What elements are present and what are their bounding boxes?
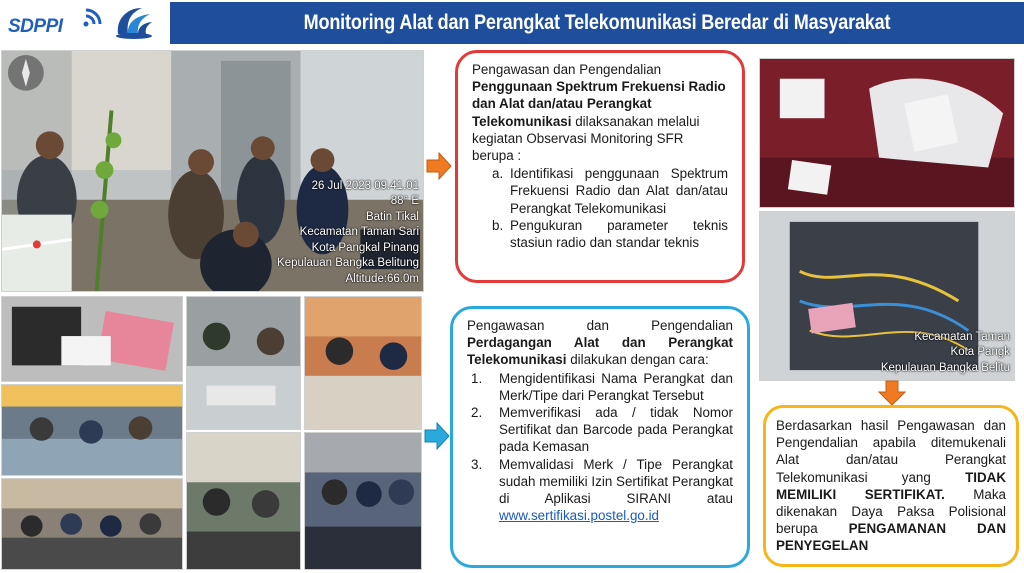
list-item: 1. Mengidentifikasi Nama Perangkat dan Merk/Tipe dari Perangkat Tersebut [471,370,733,403]
photo-shop-inspection-1 [1,384,183,476]
photo-store-staff [304,296,422,430]
certification-website-link[interactable]: www.sertifikasi.postel.go.id [499,508,660,524]
spectrum-intro: Pengawasan dan Pengendalian Penggunaan Spektrum Frekuensi Radio dan Alat dan/atau Perangkat Telekomunikasi dilaksanakan melalui kegiatan Observasi Monitoring SFR berupa : [472,62,726,164]
photo-officers-outlet [304,432,422,570]
spectrum-list [472,165,728,251]
arrow-down-icon [878,380,906,406]
arrow-right-blue-icon [424,422,450,450]
photo-server-rack [759,211,1015,381]
arrow-right-icon [426,152,452,180]
list-item: a. Identifikasi penggunaan Spektrum Frekuensi Radio dan Alat dan/atau Perangkat Telekomunikasi [492,166,728,216]
sdppi-logo-text: SDPPI [8,16,63,37]
enforcement-result-box: Berdasarkan hasil Pengawasan dan Pengendalian apabila ditemukenali Alat dan/atau Perangkat Telekomunikasi yang TIDAK MEMILIKI SERTIFIKAT. Maka dikenakan Daya Paksa Polisional berupa PENGAMANAN DAN PENYEGELAN [763,405,1019,567]
sealing-text: PENGAMANAN DAN PENYEGELAN [776,521,1007,554]
trade-intro: Pengawasan dan Pengendalian Perdagangan Alat dan Perangkat Telekomunikasi dilakukan dengan cara: [467,318,733,368]
spectrum-monitoring-box [455,50,745,283]
photo-overlay-geotag: 26 Jul 2023 09.41.01 88° E Batin Tikal Kecamatan Taman Sari Kota Pangkal Pinang Kepulauan Bangka Belitung Altitude:66.0m [277,179,419,285]
trade-list [467,370,733,525]
not-certified-text: TIDAK MEMILIKI SERTIFIKAT. [776,469,1006,502]
page-title: Monitoring Alat dan Perangkat Telekomunikasi Beredar di Masyarakat [303,11,891,34]
header [0,0,1024,46]
list-item: 3. Memvalidasi Merk / Tipe Perangkat sudah memiliki Izin Sertifikat Perangkat di Aplikasi SIRANI atau www.sertifikasi.postel.go.id [471,456,733,524]
photo-antenna-evidence [759,58,1015,208]
photo-device-sealed [1,296,183,382]
photo-counter-check [186,296,301,430]
photo-shop-visit [186,432,301,570]
trade-intro-bold: Perdagangan Alat dan Perangkat Telekomunikasi [467,335,733,368]
spectrum-intro-bold: Penggunaan Spektrum Frekuensi Radio dan Alat dan/atau Perangkat Telekomunikasi [472,79,726,129]
photo-shop-inspection-2 [1,478,183,570]
kominfo-logo [112,4,156,42]
trade-monitoring-box [450,306,750,568]
photo-field-inspection [1,50,424,292]
list-item: b. Pengukuran parameter teknis stasiun radio dan standar teknis [492,217,728,251]
list-item: 2. Memverifikasi ada / tidak Nomor Sertifikat dan Barcode pada Perangkat pada Kemasan [471,405,733,455]
photo-overlay-geotag-2: Kecamatan Taman Kota Pangk Kepulauan Bangka Belitu [880,330,1010,374]
